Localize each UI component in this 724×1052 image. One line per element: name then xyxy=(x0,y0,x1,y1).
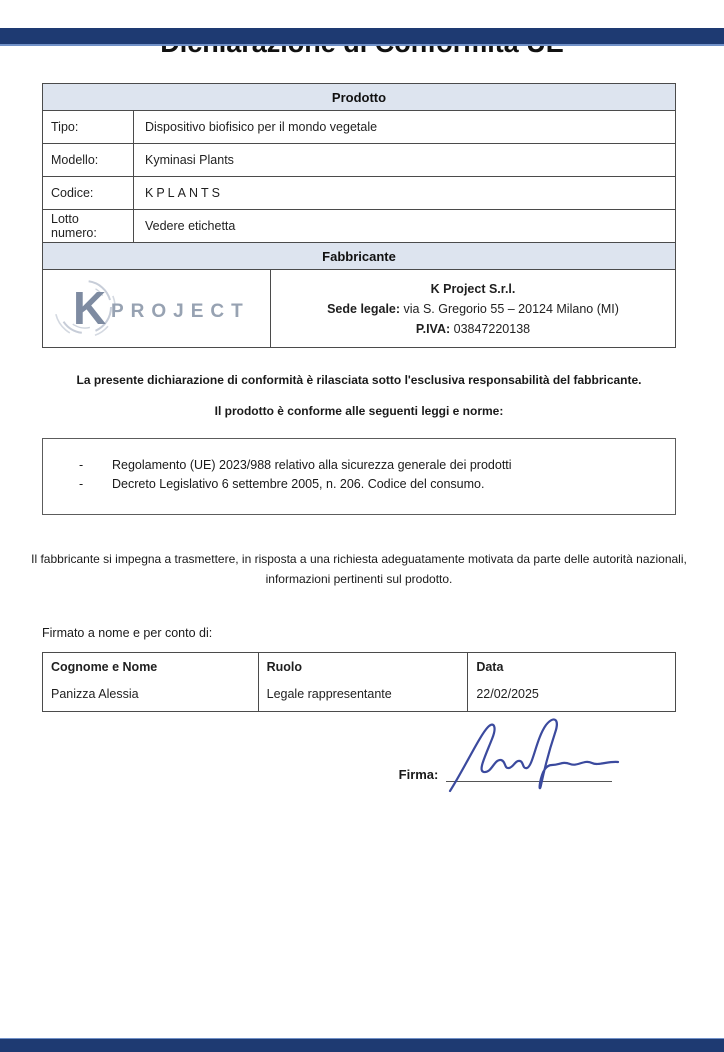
signatory-table xyxy=(42,652,676,712)
signature-line xyxy=(446,764,612,782)
law-text: Regolamento (UE) 2023/988 relativo alla sicurezza generale dei prodotti xyxy=(112,458,512,472)
manufacturer-info xyxy=(271,270,676,348)
signatory-date: 22/02/2025 xyxy=(476,687,539,702)
table-row xyxy=(43,270,676,348)
kproject-logo-icon xyxy=(55,274,259,340)
logo-k-letter: K xyxy=(72,282,106,334)
field-label-modello: Modello: xyxy=(43,144,134,177)
transmission-statement: Il fabbricante si impegna a trasmettere, in risposta a una richiesta adeguatamente motivata da parte delle autorità nazionali, informazioni pertinenti sul prodotto. xyxy=(31,551,687,587)
field-value-tipo: Dispositivo biofisico per il mondo vegetale xyxy=(134,111,676,144)
conformity-statement: Il prodotto è conforme alle seguenti leggi e norme: xyxy=(214,404,504,418)
address-value: via S. Gregorio 55 – 20124 Milano (MI) xyxy=(400,301,619,316)
manufacturer-address xyxy=(327,302,619,316)
field-value-modello: Kyminasi Plants xyxy=(134,144,676,177)
list-item xyxy=(53,475,665,494)
manufacturer-logo-cell xyxy=(43,270,271,348)
laws-box xyxy=(42,438,676,515)
signature-area xyxy=(42,764,676,782)
product-section-header: Prodotto xyxy=(43,84,676,111)
column-header-date: Data xyxy=(476,660,504,675)
signatory-role-cell xyxy=(258,653,468,712)
bullet-dash: - xyxy=(79,477,84,492)
law-text: Decreto Legislativo 6 settembre 2005, n. 206. Codice del consumo. xyxy=(112,477,485,492)
vat-value: 03847220138 xyxy=(450,321,531,336)
top-accent-bar xyxy=(0,28,724,46)
signatory-name: Panizza Alessia xyxy=(51,687,139,702)
field-label-tipo: Tipo: xyxy=(43,111,134,144)
field-value-lotto: Vedere etichetta xyxy=(134,210,676,243)
manufacturer-name: K Project S.r.l. xyxy=(430,281,516,296)
signatory-role: Legale rappresentante xyxy=(266,687,392,702)
table-row xyxy=(43,144,676,177)
handwritten-signature-icon xyxy=(434,715,630,793)
column-header-name: Cognome e Nome xyxy=(51,660,158,675)
address-label: Sede legale: xyxy=(327,301,401,316)
logo-wordmark: PROJECT xyxy=(110,301,250,322)
signed-for-label: Firmato a nome e per conto di: xyxy=(42,625,213,640)
document-body xyxy=(31,83,687,783)
manufacturer-vat xyxy=(416,322,530,336)
table-row xyxy=(43,653,676,712)
bottom-accent-bar xyxy=(0,1038,724,1052)
column-header-role: Ruolo xyxy=(266,660,303,675)
table-row xyxy=(43,177,676,210)
signatory-date-cell xyxy=(468,653,676,712)
firma-label: Firma: xyxy=(398,767,439,783)
field-label-lotto: Lotto numero: xyxy=(43,210,134,243)
signatory-name-cell xyxy=(43,653,259,712)
product-table xyxy=(42,83,676,348)
vat-label: P.IVA: xyxy=(415,321,451,336)
responsibility-statement: La presente dichiarazione di conformità è rilasciata sotto l'esclusiva responsabilità del fabbricante. xyxy=(76,373,642,387)
manufacturer-section-header: Fabbricante xyxy=(43,243,676,270)
table-row xyxy=(43,210,676,243)
field-label-codice: Codice: xyxy=(43,177,134,210)
bullet-dash: - xyxy=(79,458,84,472)
list-item xyxy=(53,456,665,475)
table-row xyxy=(43,111,676,144)
field-value-codice: KPLANTS xyxy=(134,177,676,210)
